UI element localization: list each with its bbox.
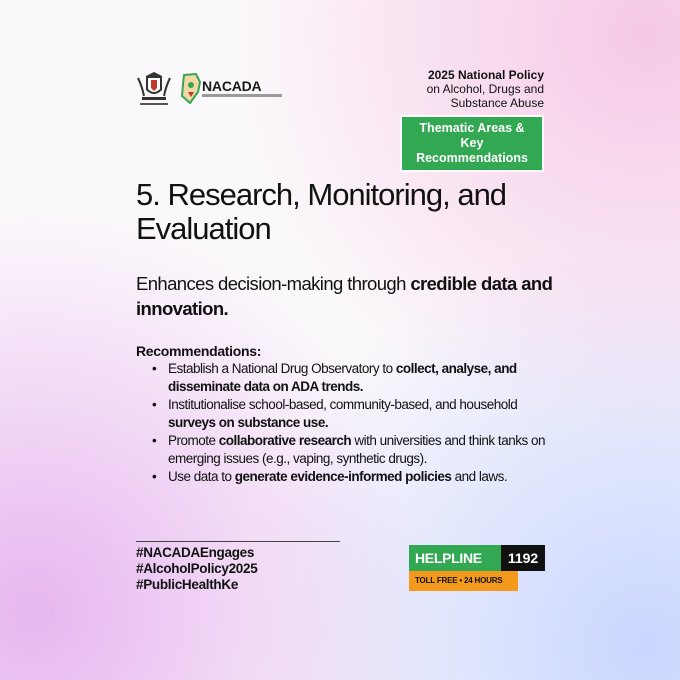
badge-line2: Recommendations	[416, 151, 528, 165]
recommendations-heading: Recommendations:	[136, 343, 262, 359]
policy-header-line3: Substance Abuse	[450, 96, 544, 110]
intro-bold: credible data and innovation.	[136, 273, 553, 319]
policy-header-line2: on Alcohol, Drugs and	[426, 82, 544, 96]
kenya-map-icon	[180, 72, 202, 106]
list-item: • Promote collaborative research with universities and think tanks on emerging issues (e.g., vaping, synthetic drugs).	[150, 432, 550, 467]
divider	[136, 541, 340, 542]
nacada-tagline-bar	[202, 94, 282, 97]
helpline-label: HELPLINE	[409, 545, 501, 571]
kenya-coat-of-arms-logo	[134, 68, 174, 108]
intro-statement	[136, 271, 556, 321]
hashtag-nacada-engages[interactable]: #NACADAEngages	[136, 545, 255, 560]
nacada-logo	[180, 72, 280, 106]
list-item: • Use data to generate evidence-informed policies and laws.	[150, 468, 550, 486]
thematic-areas-badge	[400, 115, 544, 172]
policy-header-line1: 2025 National Policy	[427, 68, 544, 82]
policy-header	[324, 68, 544, 110]
hashtags	[136, 545, 257, 593]
helpline-note: TOLL FREE • 24 HOURS	[409, 571, 518, 591]
nacada-wordmark: NACADA	[202, 78, 262, 94]
page-title	[136, 178, 556, 246]
helpline-number: 1192	[501, 545, 545, 571]
helpline-badge	[409, 545, 545, 591]
recommendations-list	[150, 360, 550, 487]
list-item: • Establish a National Drug Observatory to collect, analyse, and disseminate data on ADA trends.	[150, 360, 550, 395]
list-item: • Institutionalise school-based, community-based, and household surveys on substance use.	[150, 396, 550, 431]
hashtag-alcohol-policy[interactable]: #AlcoholPolicy2025	[136, 561, 258, 576]
title-line1: 5. Research, Monitoring, and	[136, 177, 507, 212]
hashtag-public-health[interactable]: #PublicHealthKe	[136, 577, 239, 592]
badge-line1: Thematic Areas & Key	[419, 121, 525, 150]
title-line2: Evaluation	[136, 211, 271, 246]
intro-text: Enhances decision-making through	[136, 273, 411, 294]
